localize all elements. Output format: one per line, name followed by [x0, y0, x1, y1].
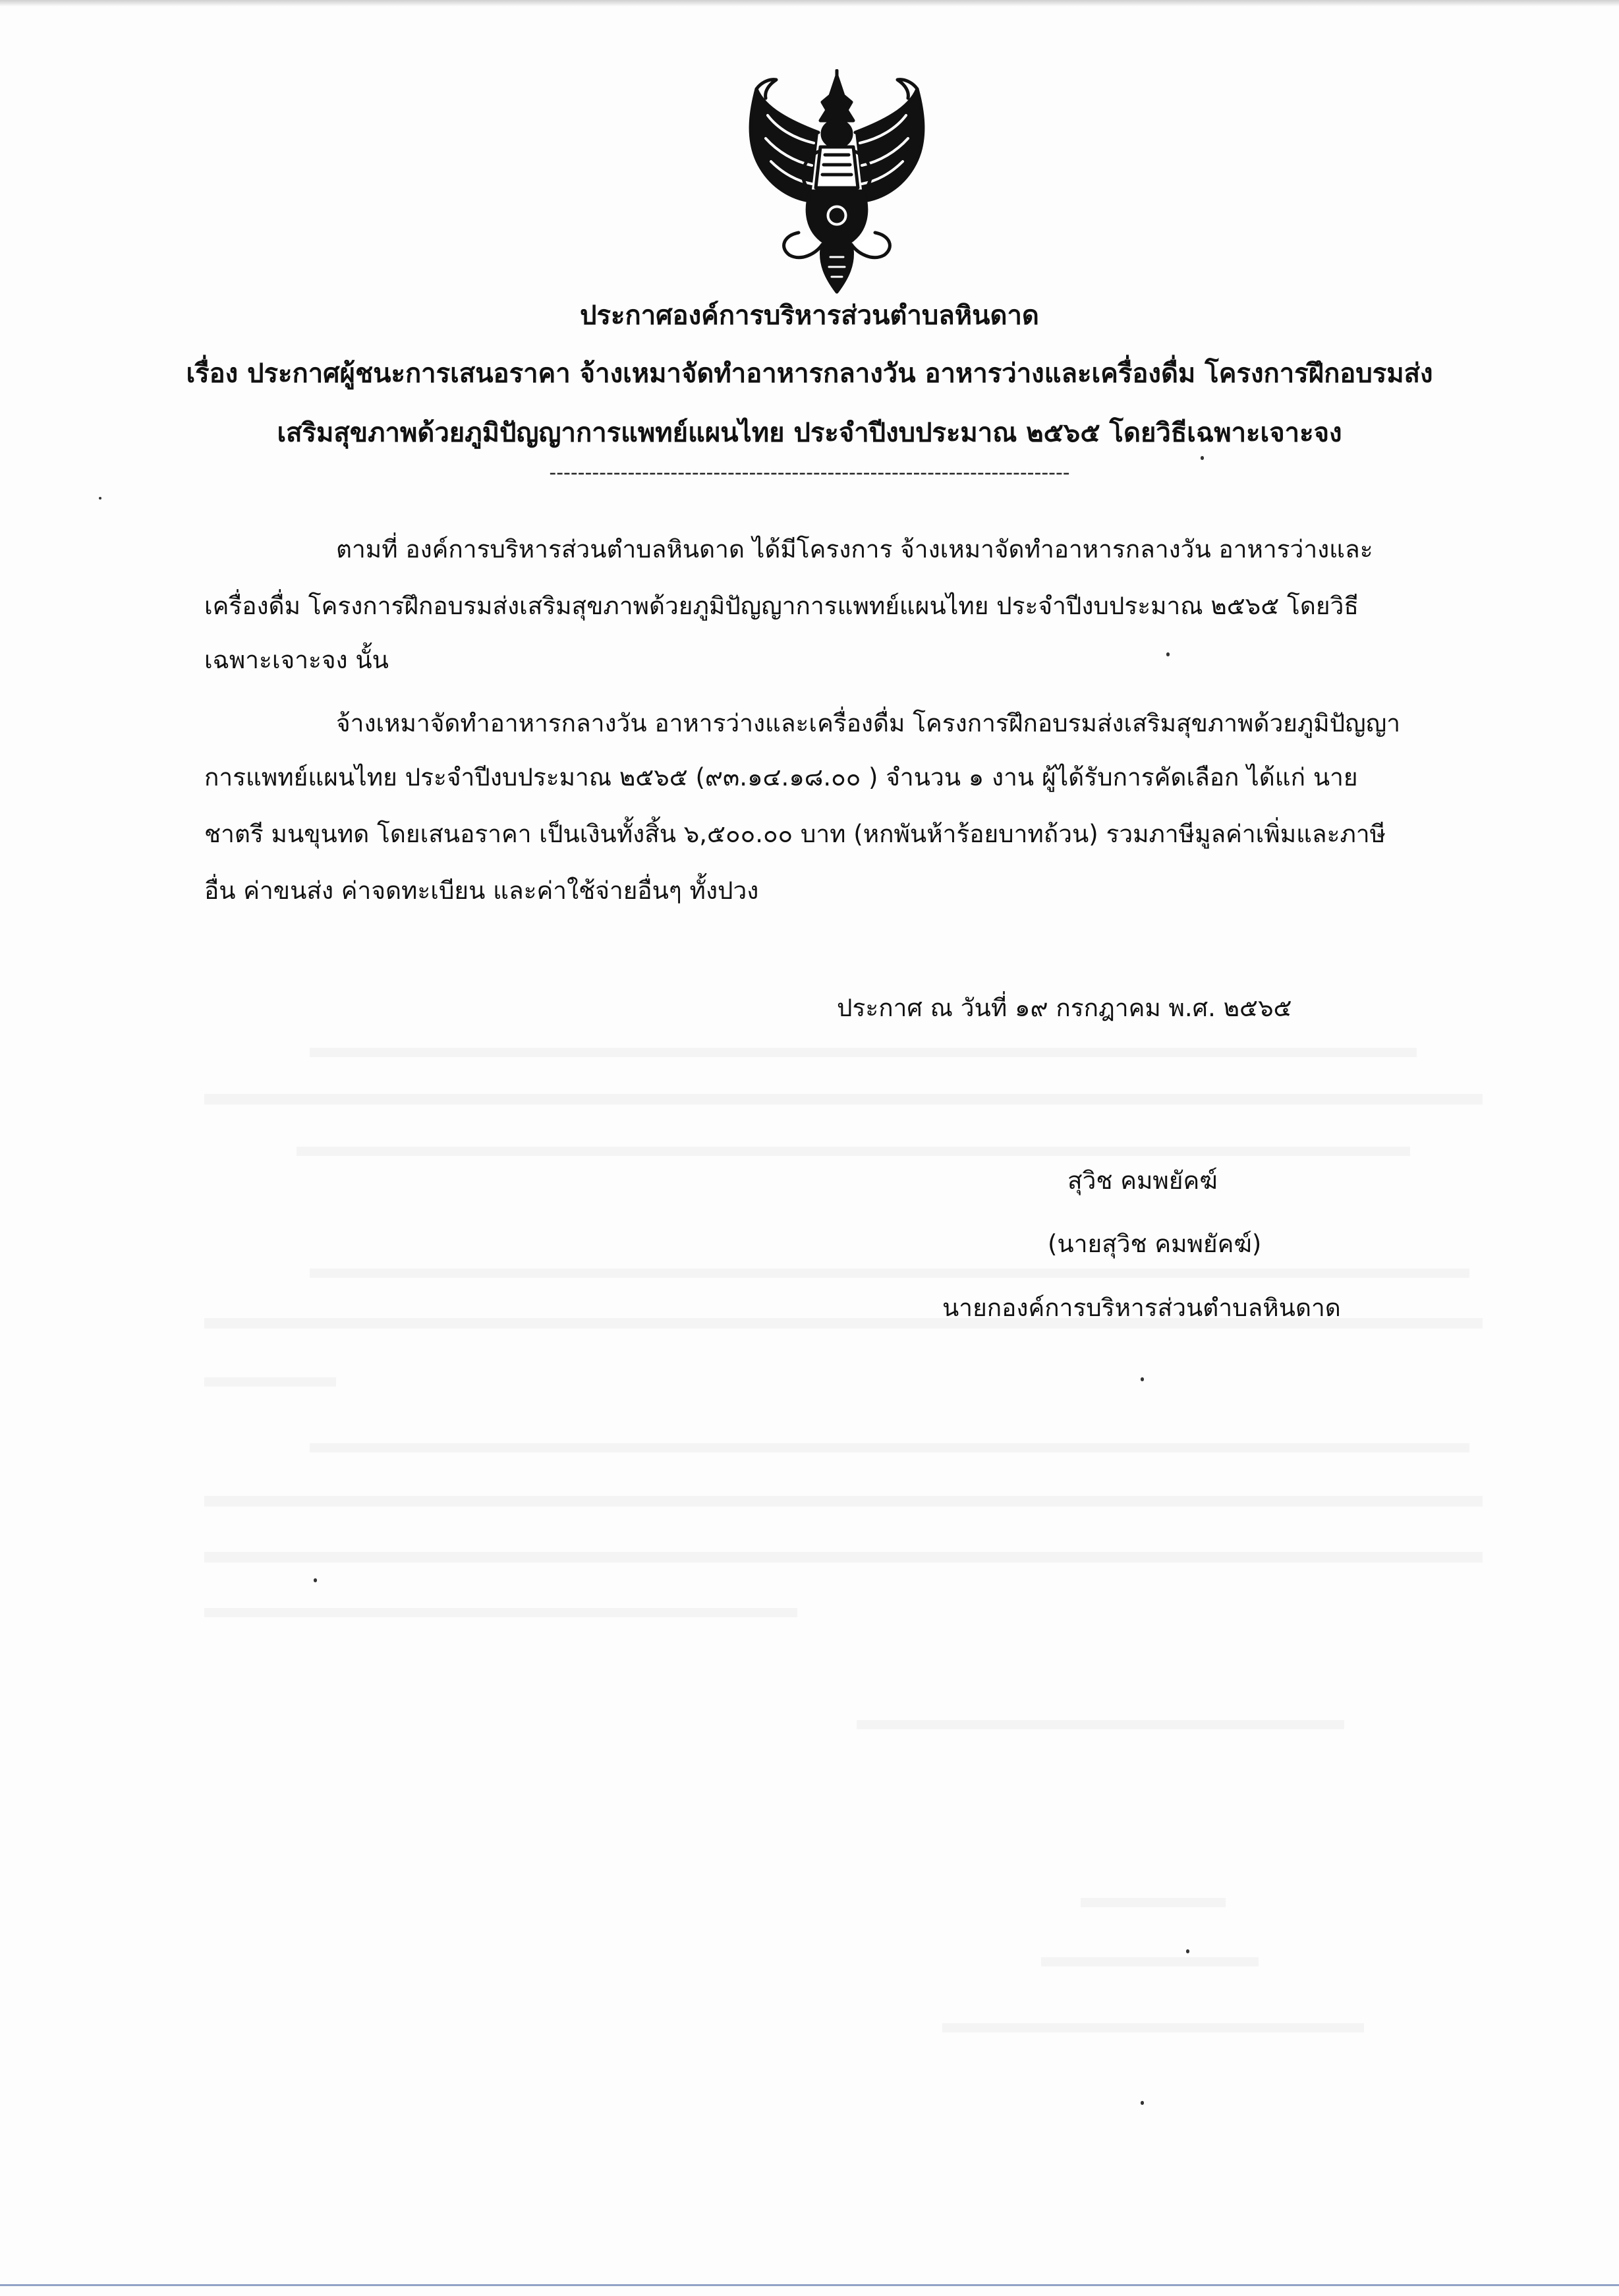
paragraph-2-line-2: การแพทย์แผนไทย ประจำปีงบประมาณ ๒๕๖๕ (๙๓.๑๔.๑๘.๐๐ ) จำนวน ๑ งาน ผู้ได้รับการคัดเลือก ได้แก่ นาย — [204, 763, 1358, 791]
bleed-through-mark — [204, 1094, 1483, 1105]
paragraph-2-line-4: อื่น ค่าขนส่ง ค่าจดทะเบียน และค่าใช้จ่ายอื่นๆ ทั้งปวง — [204, 876, 759, 905]
subject-line-1: เรื่อง ประกาศผู้ชนะการเสนอราคา จ้างเหมาจัดทำอาหารกลางวัน อาหารว่างและเครื่องดื่ม โครงการฝึกอบรมส่ง — [186, 359, 1433, 389]
bleed-through-mark — [310, 1048, 1417, 1057]
bleed-through-mark — [297, 1147, 1410, 1156]
bleed-through-mark — [942, 2023, 1364, 2032]
signature: สุวิช คมพยัคฆ์ — [1067, 1166, 1218, 1195]
announcement-date: ประกาศ ณ วันที่ ๑๙ กรกฎาคม พ.ศ. ๒๕๖๕ — [837, 994, 1292, 1022]
scan-speck — [314, 1578, 317, 1582]
scan-edge-bottom — [0, 2284, 1619, 2286]
bleed-through-mark — [310, 1269, 1469, 1278]
bleed-through-mark — [204, 1496, 1483, 1507]
bleed-through-mark — [1041, 1957, 1259, 1966]
bleed-through-mark — [204, 1608, 797, 1617]
subject-line-2: เสริมสุขภาพด้วยภูมิปัญญาการแพทย์แผนไทย ประจำปีงบประมาณ ๒๕๖๕ โดยวิธีเฉพาะเจาะจง — [277, 418, 1342, 448]
paragraph-1-line-1: ตามที่ องค์การบริหารส่วนตำบลหินดาด ได้มีโครงการ จ้างเหมาจัดทำอาหารกลางวัน อาหารว่างและ — [336, 535, 1373, 563]
bleed-through-mark — [204, 1552, 1483, 1563]
paragraph-2-line-1: จ้างเหมาจัดทำอาหารกลางวัน อาหารว่างและเครื่องดื่ม โครงการฝึกอบรมส่งเสริมสุขภาพด้วยภูมิปัญญา — [336, 709, 1400, 737]
scan-speck — [1141, 2101, 1144, 2105]
divider: ------------------------------------------------------------------------- — [549, 461, 1070, 484]
bleed-through-mark — [857, 1720, 1344, 1729]
scan-speck — [99, 497, 101, 500]
scan-speck — [1186, 1949, 1189, 1953]
scan-speck — [1141, 1377, 1144, 1381]
signer-full-name: (นายสุวิช คมพยัคฆ์) — [1048, 1230, 1262, 1258]
announcement-title: ประกาศองค์การบริหารส่วนตำบลหินดาด — [580, 301, 1039, 331]
garuda-emblem-icon — [738, 69, 936, 297]
scan-speck — [1166, 652, 1170, 656]
bleed-through-mark — [204, 1377, 336, 1387]
scan-speck — [1201, 456, 1204, 460]
paragraph-1-line-3: เฉพาะเจาะจง นั้น — [204, 646, 389, 674]
signer-position: นายกองค์การบริหารส่วนตำบลหินดาด — [942, 1294, 1341, 1322]
paragraph-2-line-3: ชาตรี มนขุนทด โดยเสนอราคา เป็นเงินทั้งสิ้น ๖,๕๐๐.๐๐ บาท (หกพันห้าร้อยบาทถ้วน) รวมภาษีมูลค่าเพิ่มและภาษี — [204, 820, 1386, 848]
bleed-through-mark — [1081, 1898, 1226, 1907]
scan-edge-top — [0, 0, 1619, 7]
paragraph-1-line-2: เครื่องดื่ม โครงการฝึกอบรมส่งเสริมสุขภาพด้วยภูมิปัญญาการแพทย์แผนไทย ประจำปีงบประมาณ ๒๕๖๕ โดยวิธี — [204, 592, 1359, 620]
bleed-through-mark — [310, 1443, 1469, 1452]
